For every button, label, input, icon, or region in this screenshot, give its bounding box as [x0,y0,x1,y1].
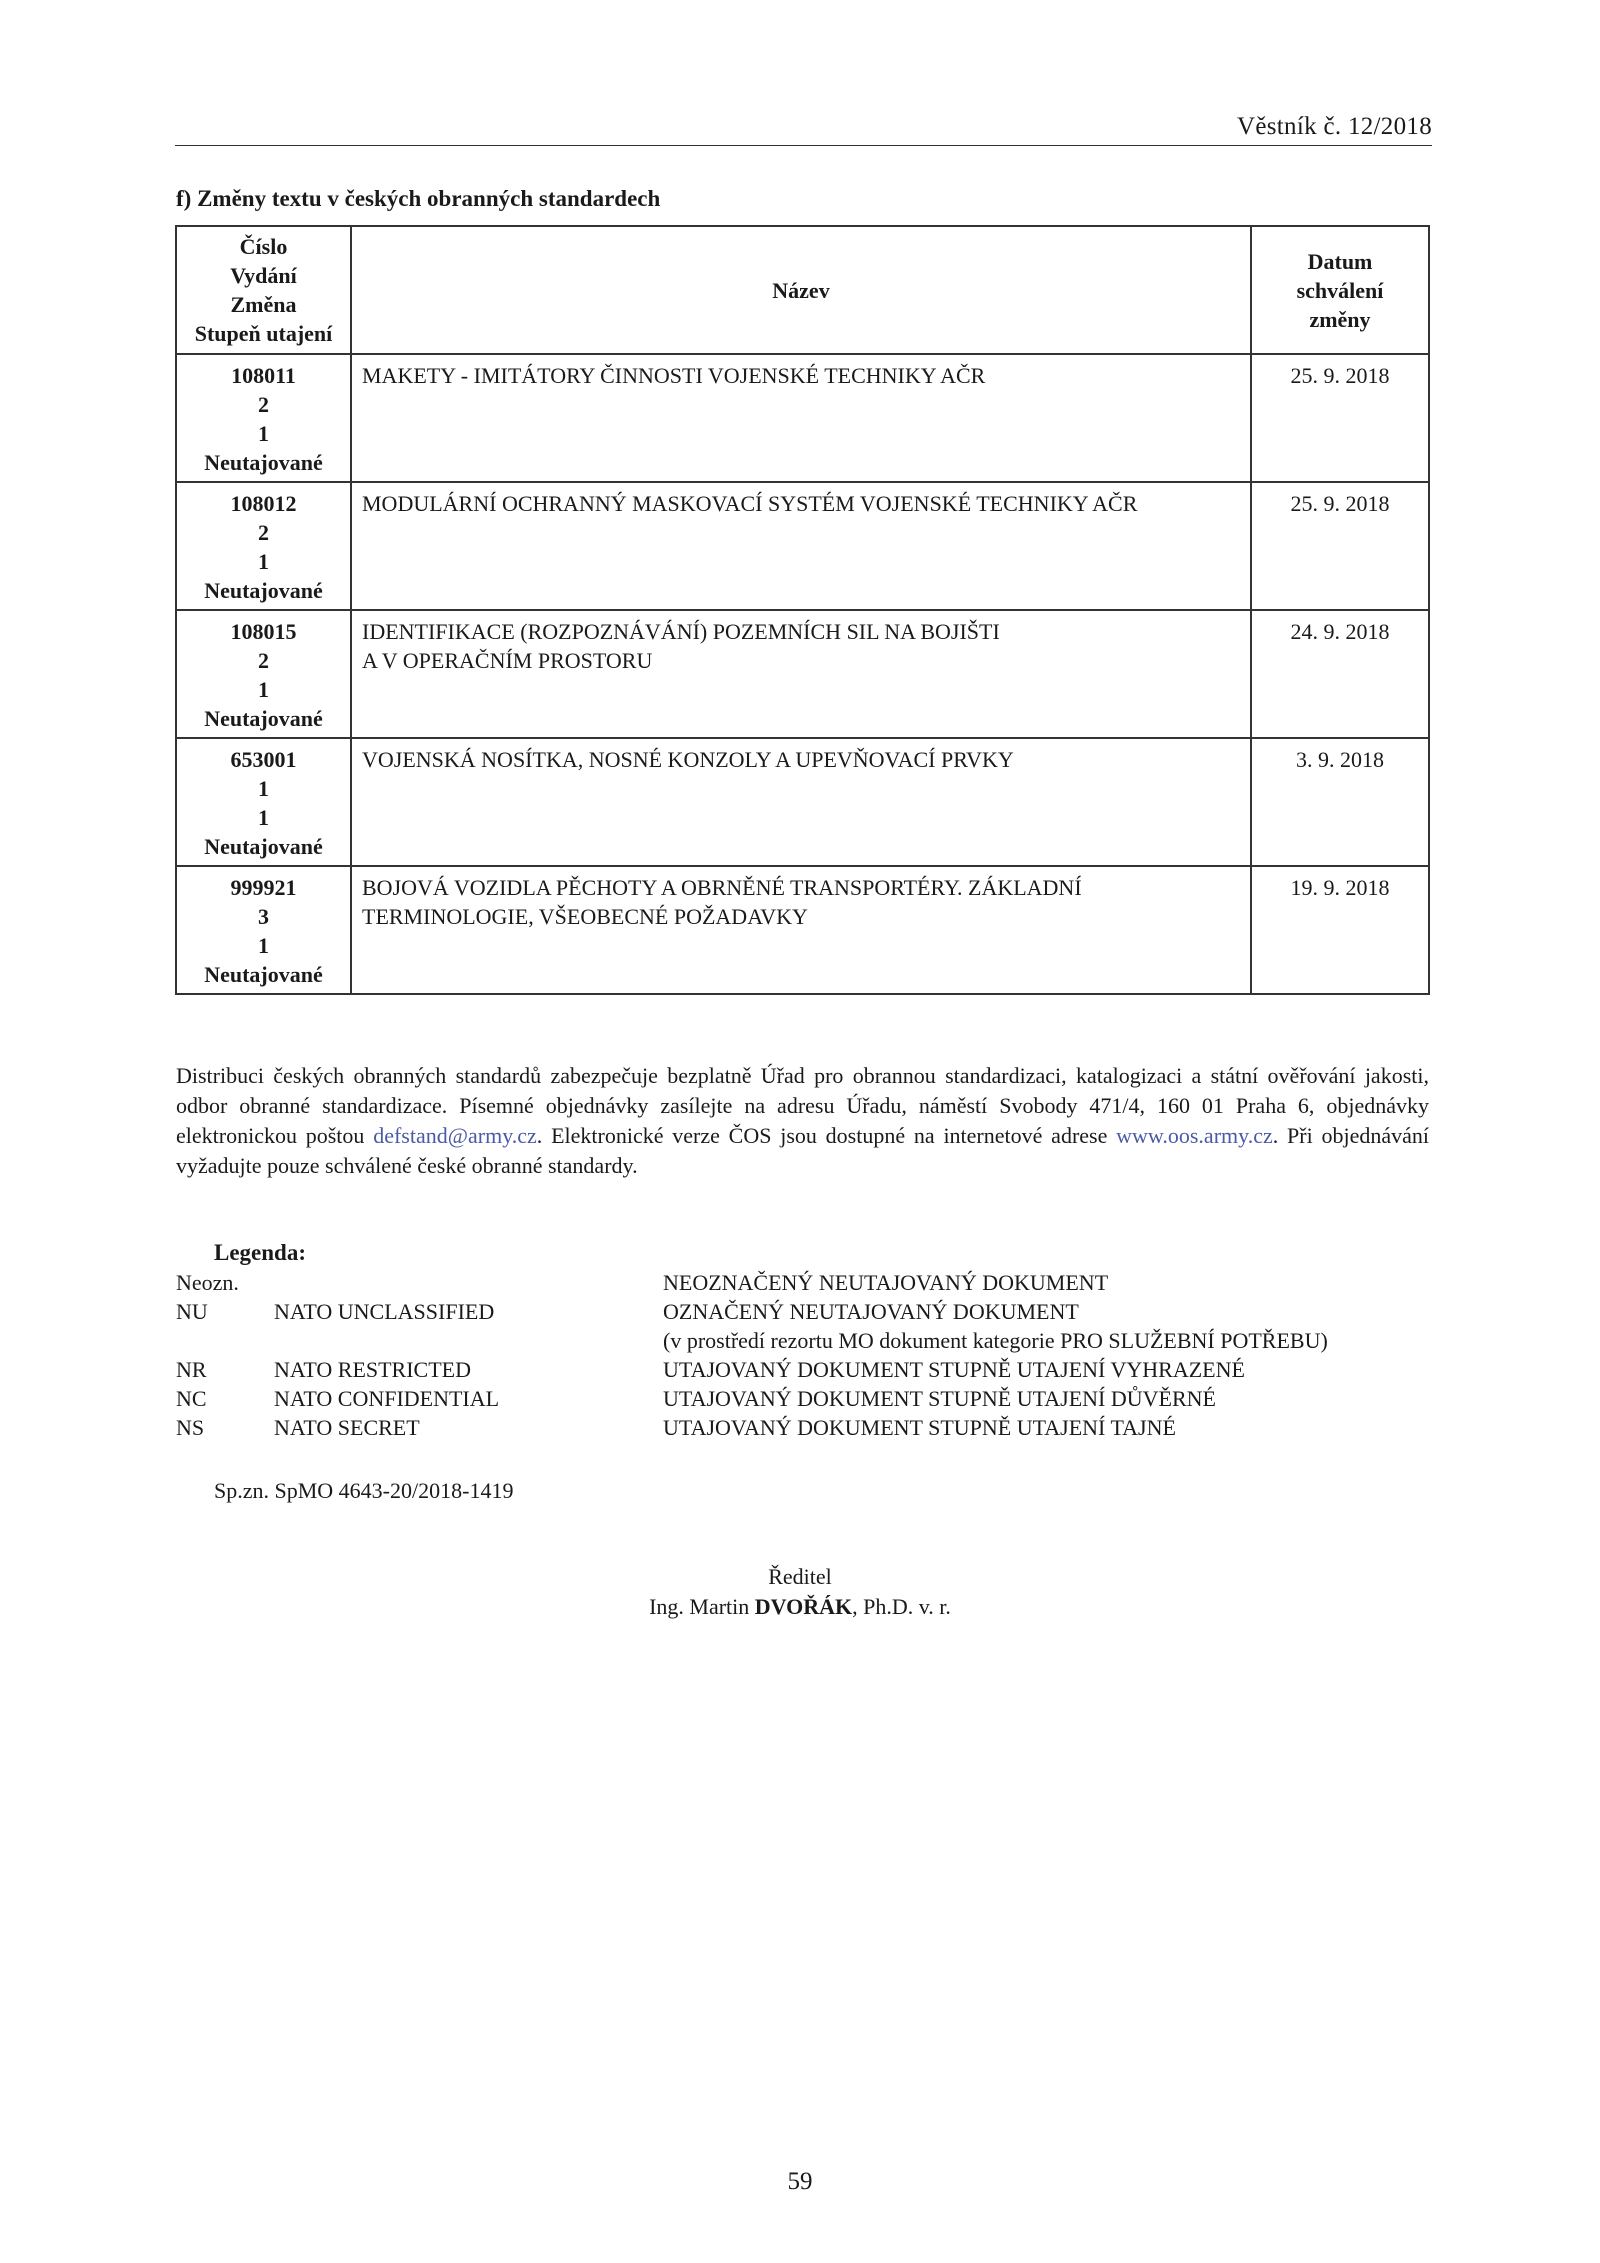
table-row [176,354,1429,482]
legend-description: UTAJOVANÝ DOKUMENT STUPNĚ UTAJENÍ TAJNÉ [663,1415,1176,1440]
classification: Neutajované [204,450,323,475]
standard-id-cell [176,866,351,994]
standards-changes-table [175,225,1430,995]
legend-nato-marking: NATO SECRET [274,1415,420,1440]
legend-code: Neozn. [176,1270,239,1295]
legend-description: NEOZNAČENÝ NEUTAJOVANÝ DOKUMENT [663,1270,1109,1295]
approval-date: 25. 9. 2018 [1251,354,1429,482]
legend-nato-marking: NATO CONFIDENTIAL [274,1386,500,1411]
table-header-row [176,226,1429,354]
standard-id-cell [176,738,351,866]
classification: Neutajované [204,962,323,987]
classification: Neutajované [204,834,323,859]
legend-title: Legenda: [214,1240,306,1265]
standard-number: 108012 [230,491,297,516]
signatory-role: Ředitel [768,1564,832,1589]
table-row [176,866,1429,994]
legend-row [176,1297,1476,1326]
change: 1 [258,677,269,702]
legend-code: NC [176,1386,207,1411]
signature-block [0,1562,1600,1622]
legend-code: NS [176,1415,205,1440]
legend-nato-marking: NATO UNCLASSIFIED [274,1299,495,1324]
distribution-paragraph: Distribuci českých obranných standardů zabezpečuje bezplatně Úřad pro obrannou standardizaci, katalogizaci a státní ověřování jakosti, odbor obranné standardizace. Písemné objednávky zasílejte na adresu Úřadu, náměstí Svobody 471/4, 160 01 Praha 6, objednávky elektronickou poštou defstand@army.cz. Elektronické verze ČOS jsou dostupné na internetové adrese www.oos.army.cz. Při objednávání vyžadujte pouze schválené české obranné standardy. [176,1063,1430,1178]
edition: 2 [258,520,269,545]
approval-date: 3. 9. 2018 [1251,738,1429,866]
header-title: Název [351,226,1251,354]
edition: 1 [258,776,269,801]
change: 1 [258,805,269,830]
table-row [176,738,1429,866]
legend-nato-marking: NATO RESTRICTED [274,1357,471,1382]
change: 1 [258,421,269,446]
standard-id-cell [176,482,351,610]
table-row [176,482,1429,610]
email-link[interactable]: defstand@army.cz [373,1123,537,1148]
legend-row [176,1326,1476,1355]
page-number: 59 [787,2168,813,2195]
standard-id-cell [176,354,351,482]
legend-code: NR [176,1357,207,1382]
website-link[interactable]: www.oos.army.cz [1116,1123,1273,1148]
signatory-name: Ing. Martin DVOŘÁK, Ph.D. v. r. [649,1594,951,1619]
journal-header: Věstník č. 12/2018 [1237,113,1432,140]
standard-title: MAKETY - IMITÁTORY ČINNOSTI VOJENSKÉ TECHNIKY AČR [351,354,1251,482]
standard-title: IDENTIFIKACE (ROZPOZNÁVÁNÍ) POZEMNÍCH SIL NA BOJIŠTI A V OPERAČNÍM PROSTORU [351,610,1251,738]
legend-description: UTAJOVANÝ DOKUMENT STUPNĚ UTAJENÍ VYHRAZENÉ [663,1357,1245,1382]
standard-id-cell [176,610,351,738]
change: 1 [258,549,269,574]
standard-number: 999921 [230,875,297,900]
header-number-edition-change-classification: Číslo Vydání Změna Stupeň utajení [176,226,351,354]
table-row [176,610,1429,738]
legend-row [176,1268,1476,1297]
legend-row [176,1384,1476,1413]
legend-description: UTAJOVANÝ DOKUMENT STUPNĚ UTAJENÍ DŮVĚRNÉ [663,1386,1216,1411]
header-approval-date: Datum schválení změny [1251,226,1429,354]
approval-date: 25. 9. 2018 [1251,482,1429,610]
approval-date: 24. 9. 2018 [1251,610,1429,738]
edition: 2 [258,392,269,417]
legend-description: OZNAČENÝ NEUTAJOVANÝ DOKUMENT [663,1299,1079,1324]
legend-row [176,1413,1476,1442]
standard-title: VOJENSKÁ NOSÍTKA, NOSNÉ KONZOLY A UPEVŇOVACÍ PRVKY [351,738,1251,866]
legend-code: NU [176,1299,208,1324]
change: 1 [258,933,269,958]
standard-number: 653001 [230,747,297,772]
legend-description: (v prostředí rezortu MO dokument kategorie PRO SLUŽEBNÍ POTŘEBU) [663,1328,1328,1353]
classification: Neutajované [204,706,323,731]
approval-date: 19. 9. 2018 [1251,866,1429,994]
standard-number: 108015 [230,619,297,644]
edition: 2 [258,648,269,673]
standard-number: 108011 [231,363,296,388]
reference-number: Sp.zn. SpMO 4643-20/2018-1419 [214,1478,514,1503]
standard-title: MODULÁRNÍ OCHRANNÝ MASKOVACÍ SYSTÉM VOJENSKÉ TECHNIKY AČR [351,482,1251,610]
classification: Neutajované [204,578,323,603]
section-title: f) Změny textu v českých obranných standardech [176,186,661,211]
edition: 3 [258,904,269,929]
standard-title: BOJOVÁ VOZIDLA PĚCHOTY A OBRNĚNÉ TRANSPORTÉRY. ZÁKLADNÍ TERMINOLOGIE, VŠEOBECNÉ POŽADAVKY [351,866,1251,994]
header-divider [175,145,1432,146]
legend-row [176,1355,1476,1384]
